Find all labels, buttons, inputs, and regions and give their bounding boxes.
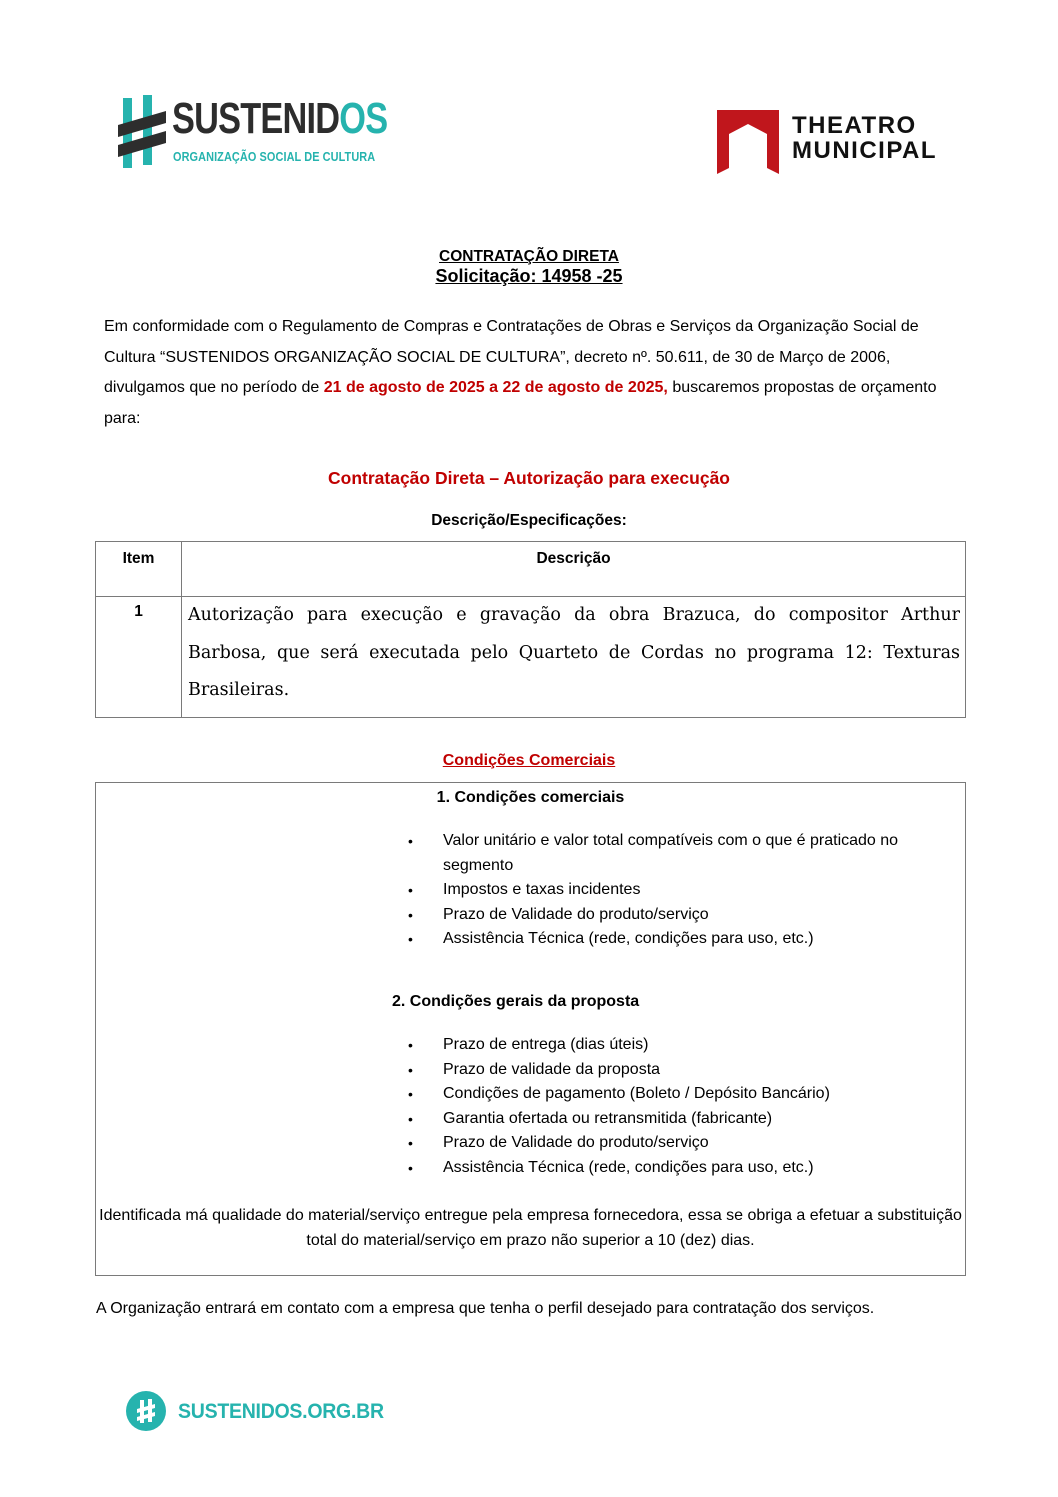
quality-note: Identificada má qualidade do material/serviço entregue pela empresa fornecedora, essa se obriga a efetuar a substituição total do material/serviço em prazo não superior a 10 (dez) dias. xyxy=(99,1207,962,1249)
theatro-text: THEATRO xyxy=(792,112,917,139)
list-item: • Prazo de entrega (dias úteis) xyxy=(406,1033,956,1058)
section2-heading: 2. Condições gerais da proposta xyxy=(392,993,640,1010)
list-item: • Assistência Técnica (rede, condições para uso, etc.) xyxy=(406,927,956,952)
table-row xyxy=(96,597,966,718)
conditions-box xyxy=(95,782,966,1276)
website-link[interactable]: SUSTENIDOS.ORG.BR xyxy=(178,1400,384,1423)
section-title: Contratação Direta – Autorização para execução xyxy=(328,468,730,488)
theatro-municipal-text xyxy=(792,113,937,163)
section1-heading: 1. Condições comerciais xyxy=(436,789,625,806)
footer-logo xyxy=(126,1391,386,1435)
header-description: Descrição xyxy=(182,542,966,597)
list-item: • Condições de pagamento (Boleto / Depósito Bancário) xyxy=(406,1082,956,1107)
list-item: • Garantia ofertada ou retransmitida (fabricante) xyxy=(406,1107,956,1132)
commercial-conditions-title: Condições Comerciais xyxy=(442,752,616,769)
section2-list xyxy=(406,1033,956,1180)
items-table xyxy=(95,541,966,718)
intro-paragraph xyxy=(104,312,964,434)
sustenidos-wordmark: SUSTENIDOS xyxy=(172,94,388,143)
header-item: Item xyxy=(96,542,182,597)
request-number: Solicitação: 14958 -25 xyxy=(435,266,623,286)
hash-icon xyxy=(116,93,168,171)
list-item: • Impostos e taxas incidentes xyxy=(406,878,956,903)
intro-text-end: buscaremos propostas de orçamento para: xyxy=(104,379,937,427)
period-highlight: 21 de agosto de 2025 a 22 de agosto de 2025, xyxy=(323,379,668,396)
list-item: • Valor unitário e valor total compatíveis com o que é praticado no segmento xyxy=(406,829,956,878)
sustenidos-subtitle: ORGANIZAÇÃO SOCIAL DE CULTURA xyxy=(173,149,376,164)
document-title-block xyxy=(0,247,1058,287)
sustenidos-logo xyxy=(116,93,388,171)
section1-list xyxy=(406,829,956,952)
item-number: 1 xyxy=(96,597,182,718)
list-item: • Prazo de Validade do produto/serviço xyxy=(406,1131,956,1156)
theatre-arch-icon xyxy=(717,110,781,174)
list-item: • Prazo de validade da proposta xyxy=(406,1058,956,1083)
list-item: • Prazo de Validade do produto/serviço xyxy=(406,903,956,928)
item-description: Autorização para execução e gravação da obra Brazuca, do compositor Arthur Barbosa, que será executada pelo Quarteto de Cordas no programa 12: Texturas Brasileiras. xyxy=(182,597,966,718)
municipal-text: MUNICIPAL xyxy=(792,137,938,164)
intro-text: Em conformidade com o Regulamento de Compras e Contratações de Obras e Serviços da Organização Social de Cultura “SUSTENIDOS ORGANIZAÇÃO SOCIAL DE CULTURA”, decreto nº. 50.611, de 30 de Março de 2006, divulgamos que no período de xyxy=(104,318,919,396)
specs-title: Descrição/Especificações: xyxy=(431,512,627,529)
theatro-municipal-logo xyxy=(715,108,955,174)
list-item: • Assistência Técnica (rede, condições para uso, etc.) xyxy=(406,1156,956,1181)
closing-statement: A Organização entrará em contato com a empresa que tenha o perfil desejado para contratação dos serviços. xyxy=(96,1300,875,1317)
document-title: CONTRATAÇÃO DIRETA xyxy=(439,248,619,265)
table-header-row xyxy=(96,542,966,597)
hash-circle-icon xyxy=(126,1391,166,1431)
